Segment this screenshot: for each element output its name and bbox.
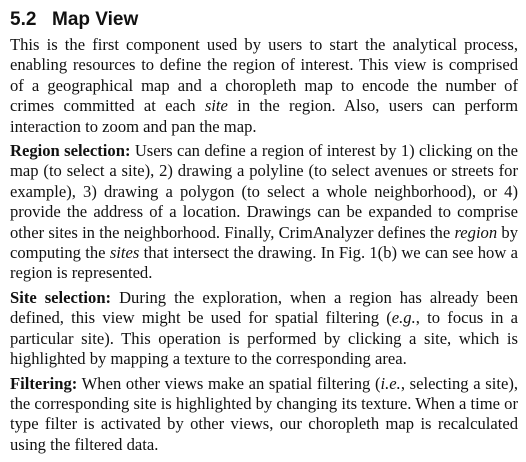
- filtering-text-1: When other views make an spatial filtering (: [77, 373, 381, 393]
- region-selection-text-3: that intersect the drawing. In Fig. 1(b) we can see how a region is represented.: [10, 243, 518, 283]
- document-page: [10, 8, 518, 459]
- sites-term: sites: [109, 243, 140, 263]
- filtering-paragraph: [10, 374, 518, 456]
- intro-paragraph: [10, 35, 518, 137]
- filtering-heading: Filtering:: [10, 373, 78, 393]
- ie-abbrev: i.e.: [380, 373, 401, 393]
- filtering-text-2: , selecting a site), the corresponding site is highlighted by changing its texture. When a time or type filter is activated by other views, our choropleth map is recalculated using the filtered data.: [10, 373, 518, 454]
- eg-abbrev: e.g.: [391, 308, 416, 328]
- section-title: Map View: [52, 9, 139, 30]
- section-number: 5.2: [10, 9, 37, 30]
- section-heading: [10, 8, 518, 32]
- intro-text-1: This is the first component used by users to start the analytical process, enabling resources to define the region of interest. This view is comprised of a geographical map and a choropleth map to encode the number of crimes committed at each: [10, 35, 518, 116]
- site-selection-heading: Site selection:: [10, 287, 112, 307]
- region-selection-text-2: by computing the: [10, 222, 518, 263]
- site-selection-text-2: , to focus in a particular site). This operation is performed by clicking a site, which is highlighted by mapping a texture to the corresponding area.: [10, 308, 518, 369]
- region-term: region: [454, 222, 498, 242]
- region-selection-paragraph: [10, 141, 518, 284]
- intro-text-2: in the region. Also, users can perform interaction to zoom and pan the map.: [10, 96, 518, 136]
- region-selection-heading: Region selection:: [10, 141, 131, 161]
- intro-site-term: site: [204, 96, 228, 116]
- site-selection-text-1: During the exploration, when a region has already been defined, this view might be used for spatial filtering (: [10, 287, 518, 328]
- site-selection-paragraph: [10, 288, 518, 370]
- region-selection-text-1: Users can define a region of interest by 1) clicking on the map (to select a site), 2) drawing a polyline (to select avenues or streets for example), 3) drawing a polygon (to select a whole neighborhood), or 4) provide the address of a location. Drawings can be expanded to comprise other sites in the neighborhood. Finally, CrimAnalyzer defines the: [10, 141, 519, 242]
